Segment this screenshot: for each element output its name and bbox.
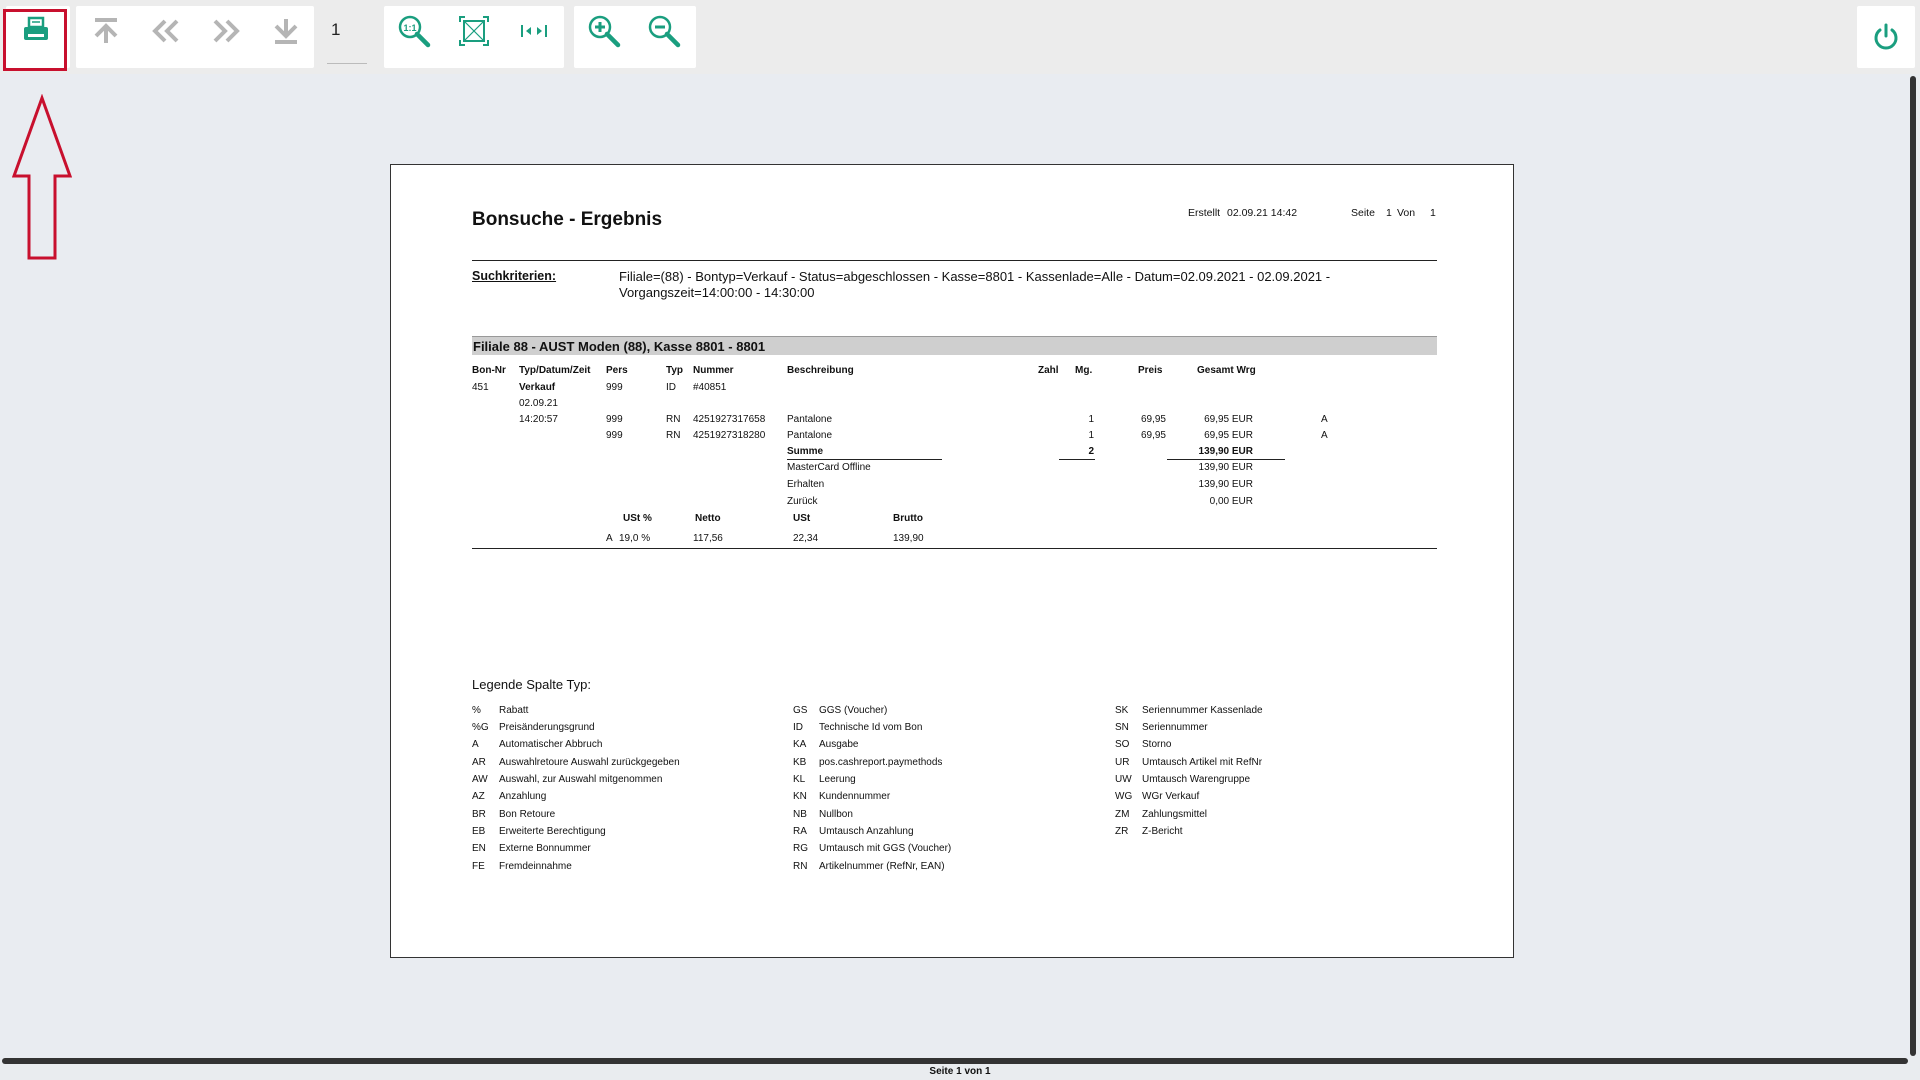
item-preis: 69,95: [1140, 430, 1166, 441]
tax-brutto: 139,90: [893, 533, 924, 544]
print-button-highlight: [3, 9, 67, 71]
legend-text: Auswahlretoure Auswahl zurückgegeben: [499, 757, 680, 768]
summe-mg: 2: [1088, 446, 1094, 457]
tax-header-brutto: Brutto: [893, 513, 923, 524]
previous-page-icon: [150, 16, 182, 46]
item-beschreibung: Pantalone: [787, 430, 833, 441]
report-viewer-toolbar: [0, 0, 1920, 74]
legend-code: %G: [472, 722, 489, 733]
legend-code: FE: [472, 861, 485, 872]
legend-code: RG: [793, 843, 808, 854]
item-typ: RN: [666, 414, 681, 425]
tax-header-netto: Netto: [695, 513, 721, 524]
power-button[interactable]: [1857, 6, 1915, 68]
summe-mg-underline: [1059, 459, 1095, 460]
col-typ-datum-zeit: Typ/Datum/Zeit: [519, 365, 591, 376]
legend-code: AZ: [472, 791, 485, 802]
legend-code: EN: [472, 843, 486, 854]
legend-text: WGr Verkauf: [1142, 791, 1200, 802]
svg-text:1:1: 1:1: [403, 23, 417, 33]
col-bon-nr: Bon-Nr: [472, 365, 506, 376]
legend-code: A: [472, 739, 479, 750]
legend-text: Automatischer Abbruch: [499, 739, 603, 750]
zoom-out-button[interactable]: [638, 6, 690, 56]
report-page: [390, 164, 1514, 958]
legend-code: ZR: [1115, 826, 1129, 837]
legend-text: Artikelnummer (RefNr, EAN): [819, 861, 945, 872]
receipt-pers: 999: [606, 382, 623, 393]
item-flag: A: [1321, 430, 1328, 441]
page-label: Seite: [1351, 207, 1375, 219]
zoom-fit-page-button[interactable]: [448, 6, 500, 56]
legend-code: KA: [793, 739, 807, 750]
bon-nr: 451: [472, 382, 489, 393]
vertical-scrollbar[interactable]: [1910, 76, 1916, 1056]
page-number-input[interactable]: 1: [327, 20, 367, 64]
page-total: 1: [1430, 207, 1436, 219]
legend-text: Seriennummer Kassenlade: [1142, 705, 1263, 716]
legend-text: Kundennummer: [819, 791, 891, 802]
legend-code: SK: [1115, 705, 1129, 716]
item-pers: 999: [606, 430, 623, 441]
legend-code: GS: [793, 705, 808, 716]
item-gesamt: 69,95 EUR: [1204, 430, 1253, 441]
receipt-date: 02.09.21: [519, 398, 558, 409]
tax-code: A: [606, 533, 613, 544]
item-mg: 1: [1088, 414, 1094, 425]
legend-text: Zahlungsmittel: [1142, 809, 1208, 820]
legend-text: GGS (Voucher): [819, 705, 888, 716]
legend-code: UW: [1115, 774, 1132, 785]
legend-text: Erweiterte Berechtigung: [499, 826, 606, 837]
item-typ: RN: [666, 430, 681, 441]
first-page-button[interactable]: [80, 6, 132, 56]
zoom-fit-page-icon: [458, 15, 490, 47]
legend-text: Technische Id vom Bon: [819, 722, 923, 733]
col-pers: Pers: [606, 365, 628, 376]
tax-ust-pct: 19,0 %: [619, 533, 651, 544]
previous-page-button[interactable]: [140, 6, 192, 56]
created-value: 02.09.21 14:42: [1227, 207, 1298, 219]
receipt-id-nummer: #40851: [693, 382, 727, 393]
receipt-time: 14:20:57: [519, 414, 558, 425]
tax-header-ust: USt: [793, 513, 811, 524]
legend-text: Externe Bonnummer: [499, 843, 591, 854]
legend-text: Preisänderungsgrund: [499, 722, 595, 733]
legend-code: RN: [793, 861, 808, 872]
legend-code: KL: [793, 774, 806, 785]
annotation-arrow-icon: [12, 94, 72, 264]
item-mg: 1: [1088, 430, 1094, 441]
legend-code: ZM: [1115, 809, 1130, 820]
col-zahl: Zahl: [1038, 365, 1059, 376]
criteria-label: Suchkriterien:: [472, 269, 557, 283]
legend-code: BR: [472, 809, 486, 820]
zoom-fit-width-icon: [518, 15, 550, 47]
col-gesamt: Gesamt Wrg: [1197, 365, 1256, 376]
legend-code: WG: [1115, 791, 1133, 802]
status-bar: Seite 1 von 1: [929, 1066, 991, 1077]
of-label: Von: [1397, 207, 1416, 219]
last-page-icon: [271, 16, 301, 46]
tax-header-ust-pct: USt %: [623, 513, 652, 524]
legend-code: NB: [793, 809, 807, 820]
report-title: Bonsuche - Ergebnis: [472, 209, 663, 230]
summe-total: 139,90 EUR: [1198, 446, 1253, 457]
payment-label: Zurück: [787, 496, 818, 507]
summe-total-underline: [1167, 459, 1285, 460]
group-header: Filiale 88 - AUST Moden (88), Kasse 8801 - 8801: [472, 336, 1437, 355]
legend-text: Umtausch Warengruppe: [1142, 774, 1251, 785]
legend-code: EB: [472, 826, 486, 837]
legend-text: Nullbon: [819, 809, 853, 820]
legend-code: SN: [1115, 722, 1129, 733]
legend-text: Anzahlung: [499, 791, 547, 802]
last-page-button[interactable]: [260, 6, 312, 56]
col-preis: Preis: [1138, 365, 1163, 376]
legend-code: AR: [472, 757, 486, 768]
summe-underline: [787, 459, 942, 460]
zoom-fit-width-button[interactable]: [508, 6, 560, 56]
legend-code: ID: [793, 722, 803, 733]
legend-title: Legende Spalte Typ:: [472, 677, 592, 692]
legend-code: UR: [1115, 757, 1130, 768]
receipt-type: Verkauf: [519, 382, 556, 393]
legend-text: Storno: [1142, 739, 1172, 750]
zoom-in-button[interactable]: [578, 6, 630, 56]
col-beschreibung: Beschreibung: [787, 365, 854, 376]
col-nummer: Nummer: [693, 365, 734, 376]
item-nummer: 4251927317658: [693, 414, 766, 425]
summe-label: Summe: [787, 446, 824, 457]
next-page-icon: [210, 16, 242, 46]
page-current: 1: [1386, 207, 1392, 219]
legend-code: KN: [793, 791, 807, 802]
payment-value: 139,90 EUR: [1198, 479, 1253, 490]
legend-code: %: [472, 705, 481, 716]
divider: [472, 548, 1437, 549]
item-pers: 999: [606, 414, 623, 425]
tax-netto: 117,56: [693, 533, 723, 544]
criteria-text: Filiale=(88) - Bontyp=Verkauf - Status=abgeschlossen - Kasse=8801 - Kassenlade=Alle - Datum=02.09.2021 - 02.09.2021 - Vorgangszeit=14:00:00 - 14:30:00: [619, 269, 1331, 300]
payment-value: 0,00 EUR: [1209, 496, 1253, 507]
legend-text: pos.cashreport.paymethods: [819, 757, 943, 768]
legend-text: Z-Bericht: [1142, 826, 1183, 837]
legend-text: Umtausch Artikel mit RefNr: [1142, 757, 1263, 768]
zoom-in-icon: [587, 14, 621, 48]
payment-value: 139,90 EUR: [1198, 462, 1253, 473]
legend-text: Umtausch Anzahlung: [819, 826, 914, 837]
legend-text: Ausgabe: [819, 739, 859, 750]
legend-text: Fremdeinnahme: [499, 861, 572, 872]
legend-text: Auswahl, zur Auswahl mitgenommen: [499, 774, 663, 785]
col-typ: Typ: [666, 365, 684, 376]
legend-text: Bon Retoure: [499, 809, 556, 820]
tax-ust: 22,34: [793, 533, 819, 544]
next-page-button[interactable]: [200, 6, 252, 56]
zoom-out-icon: [647, 14, 681, 48]
legend-code: SO: [1115, 739, 1130, 750]
created-label: Erstellt: [1188, 207, 1221, 219]
legend-text: Leerung: [819, 774, 856, 785]
item-flag: A: [1321, 414, 1328, 425]
legend-code: RA: [793, 826, 807, 837]
legend-code: AW: [472, 774, 488, 785]
zoom-actual-size-button[interactable]: [388, 6, 440, 56]
divider: [472, 260, 1437, 261]
item-nummer: 4251927318280: [693, 430, 766, 441]
col-mg: Mg.: [1075, 365, 1093, 376]
power-icon: [1871, 22, 1901, 52]
zoom-actual-size-icon: [397, 14, 431, 48]
legend-text: Rabatt: [499, 705, 529, 716]
legend-code: KB: [793, 757, 807, 768]
payment-label: MasterCard Offline: [787, 462, 871, 473]
item-preis: 69,95: [1140, 414, 1166, 425]
payment-label: Erhalten: [787, 479, 825, 490]
item-beschreibung: Pantalone: [787, 414, 833, 425]
legend-text: Seriennummer: [1142, 722, 1208, 733]
first-page-icon: [91, 16, 121, 46]
item-gesamt: 69,95 EUR: [1204, 414, 1253, 425]
legend-text: Umtausch mit GGS (Voucher): [819, 843, 952, 854]
horizontal-scrollbar[interactable]: [2, 1058, 1908, 1064]
receipt-id-typ: ID: [666, 382, 676, 393]
